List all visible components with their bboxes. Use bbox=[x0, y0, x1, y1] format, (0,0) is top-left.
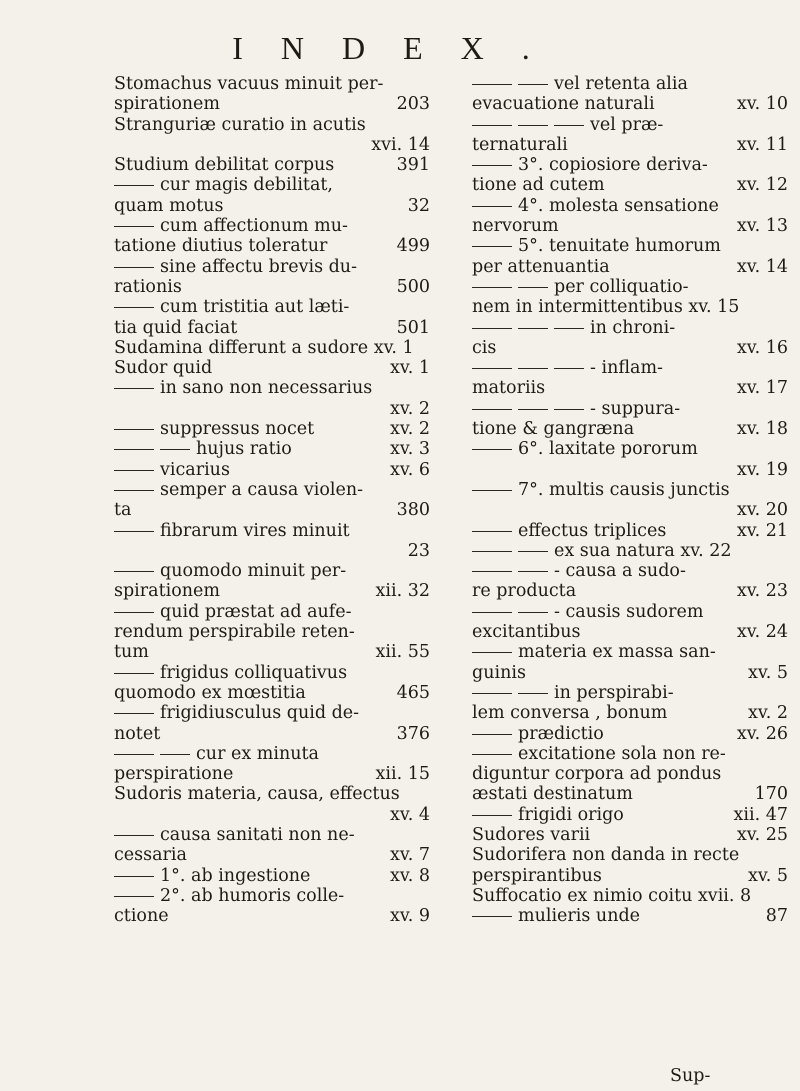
index-entry bbox=[472, 277, 790, 297]
index-entry bbox=[472, 419, 790, 439]
entry-text: excitantibus bbox=[472, 622, 581, 643]
repeat-dash bbox=[554, 125, 584, 126]
page-header: INDEX. bbox=[232, 30, 568, 66]
index-entry bbox=[114, 805, 432, 825]
index-entry bbox=[114, 602, 432, 622]
index-entry bbox=[114, 277, 432, 297]
index-entry bbox=[114, 216, 432, 236]
entry-reference: xii. 32 bbox=[375, 581, 430, 602]
repeat-dash bbox=[472, 652, 512, 653]
repeat-dash bbox=[472, 531, 512, 532]
index-entry bbox=[472, 784, 790, 804]
repeat-dash bbox=[472, 206, 512, 207]
index-entry bbox=[114, 642, 432, 662]
repeat-dash bbox=[472, 551, 512, 552]
entry-reference: xii. 47 bbox=[733, 804, 788, 825]
entry-text: frigidiusculus quid de- bbox=[160, 703, 360, 724]
entry-reference: 380 bbox=[396, 500, 430, 521]
entry-text: quam motus bbox=[114, 195, 224, 216]
entry-text: perspiratione bbox=[114, 764, 234, 785]
entry-text: tione ad cutem bbox=[472, 175, 605, 196]
entry-reference: xv. 12 bbox=[736, 175, 788, 196]
entry-text: per attenuantia bbox=[472, 256, 610, 277]
repeat-dash bbox=[114, 713, 154, 714]
entry-text: cum affectionum mu- bbox=[160, 216, 348, 237]
entry-text: Suffocatio ex nimio coitu xvii. 8 bbox=[472, 885, 752, 906]
entry-reference: 376 bbox=[396, 723, 430, 744]
entry-text: ta bbox=[114, 500, 132, 521]
entry-text: ternaturali bbox=[472, 134, 568, 155]
index-entry bbox=[114, 297, 432, 317]
entry-text: 4°. molesta sensatione bbox=[518, 195, 719, 216]
entry-reference: 465 bbox=[396, 682, 430, 703]
entry-text: semper a causa violen- bbox=[160, 479, 364, 500]
entry-reference: xv. 5 bbox=[748, 865, 788, 886]
index-entry bbox=[114, 906, 432, 926]
index-entry bbox=[472, 115, 790, 135]
entry-reference: xv. 7 bbox=[390, 845, 430, 866]
entry-reference: 170 bbox=[754, 784, 788, 805]
entry-text: frigidi origo bbox=[518, 804, 624, 825]
entry-text: Stomachus vacuus minuit per- bbox=[114, 74, 384, 94]
entry-text: cum tristitia aut læti- bbox=[160, 297, 350, 318]
index-entry bbox=[114, 581, 432, 601]
index-entry bbox=[114, 196, 432, 216]
entry-text: quid præstat ad aufe- bbox=[160, 601, 352, 622]
entry-text: 2°. ab humoris colle- bbox=[160, 885, 345, 906]
repeat-dash bbox=[114, 896, 154, 897]
index-entry bbox=[114, 500, 432, 520]
entry-reference: xv. 17 bbox=[736, 378, 788, 399]
entry-text: Stranguriæ curatio in acutis bbox=[114, 114, 366, 135]
entry-text: - causa a sudo- bbox=[554, 561, 686, 582]
entry-text: effectus triplices bbox=[518, 520, 667, 541]
entry-reference: xii. 55 bbox=[375, 642, 430, 663]
entry-text: lem conversa , bonum bbox=[472, 703, 668, 724]
index-entry bbox=[114, 257, 432, 277]
index-entry bbox=[114, 439, 432, 459]
index-entry bbox=[114, 744, 432, 764]
repeat-dash bbox=[518, 368, 548, 369]
index-entry bbox=[114, 378, 432, 398]
repeat-dash bbox=[518, 84, 548, 85]
entry-text: ex sua natura xv. 22 bbox=[554, 540, 732, 561]
repeat-dash bbox=[114, 531, 154, 532]
index-entry bbox=[472, 703, 790, 723]
index-entry bbox=[114, 886, 432, 906]
index-entry bbox=[472, 886, 790, 906]
repeat-dash bbox=[114, 388, 154, 389]
entry-text: - causis sudorem bbox=[554, 601, 704, 622]
index-entry bbox=[114, 175, 432, 195]
index-entry bbox=[114, 460, 432, 480]
entry-text: evacuatione naturali bbox=[472, 94, 655, 115]
entry-reference: xii. 15 bbox=[375, 764, 430, 785]
entry-reference: xv. 8 bbox=[390, 865, 430, 886]
entry-reference: 499 bbox=[396, 236, 430, 257]
repeat-dash bbox=[114, 612, 154, 613]
index-entry bbox=[114, 764, 432, 784]
entry-text: 1°. ab ingestione bbox=[160, 865, 311, 886]
repeat-dash bbox=[114, 429, 154, 430]
entry-text: æstati destinatum bbox=[472, 784, 633, 805]
entry-reference: 32 bbox=[407, 195, 430, 216]
index-entry bbox=[114, 236, 432, 256]
entry-text: vicarius bbox=[160, 459, 230, 480]
index-entry bbox=[472, 236, 790, 256]
repeat-dash bbox=[518, 551, 548, 552]
entry-reference: 203 bbox=[396, 94, 430, 115]
entry-reference: xv. 2 bbox=[390, 398, 430, 419]
repeat-dash bbox=[554, 368, 584, 369]
catchword: Sup- bbox=[670, 1066, 711, 1086]
entry-reference: xv. 5 bbox=[748, 662, 788, 683]
entry-reference: xvi. 14 bbox=[371, 134, 430, 155]
index-entry bbox=[114, 399, 432, 419]
index-entry bbox=[472, 94, 790, 114]
index-entry bbox=[472, 297, 790, 317]
repeat-dash bbox=[518, 125, 548, 126]
entry-text: nervorum bbox=[472, 216, 559, 237]
repeat-dash bbox=[114, 185, 154, 186]
repeat-dash bbox=[472, 612, 512, 613]
index-entry bbox=[472, 460, 790, 480]
index-entry bbox=[472, 805, 790, 825]
entry-reference: 391 bbox=[396, 155, 430, 176]
entry-reference: xv. 25 bbox=[736, 824, 788, 845]
entry-text: Sudores varii bbox=[472, 824, 591, 845]
index-entry bbox=[472, 175, 790, 195]
entry-text: in perspirabi- bbox=[554, 682, 674, 703]
entry-reference: xv. 11 bbox=[736, 134, 788, 155]
entry-text: 5°. tenuitate humorum bbox=[518, 236, 721, 257]
repeat-dash bbox=[518, 693, 548, 694]
index-entry bbox=[472, 74, 790, 94]
index-entry bbox=[472, 480, 790, 500]
entry-text: cur ex minuta bbox=[196, 743, 319, 764]
entry-text: cessaria bbox=[114, 845, 187, 866]
index-entry bbox=[472, 845, 790, 865]
entry-reference: xv. 23 bbox=[736, 581, 788, 602]
repeat-dash bbox=[160, 449, 190, 450]
entry-reference: 500 bbox=[396, 276, 430, 297]
entry-text: excitatione sola non re- bbox=[518, 743, 726, 764]
entry-reference: 23 bbox=[407, 540, 430, 561]
index-entry bbox=[472, 216, 790, 236]
index-entry bbox=[114, 724, 432, 744]
entry-text: ctione bbox=[114, 906, 169, 927]
repeat-dash bbox=[114, 267, 154, 268]
index-entry bbox=[114, 703, 432, 723]
repeat-dash bbox=[518, 409, 548, 410]
index-entry bbox=[114, 358, 432, 378]
repeat-dash bbox=[472, 287, 512, 288]
index-entry bbox=[114, 561, 432, 581]
index-entry bbox=[114, 866, 432, 886]
entry-reference: xv. 6 bbox=[390, 459, 430, 480]
entry-reference: xv. 4 bbox=[390, 804, 430, 825]
entry-text: tum bbox=[114, 642, 149, 663]
index-entry bbox=[472, 724, 790, 744]
repeat-dash bbox=[472, 571, 512, 572]
entry-text: guinis bbox=[472, 662, 526, 683]
entry-text: Sudor quid bbox=[114, 358, 213, 379]
repeat-dash bbox=[472, 693, 512, 694]
repeat-dash bbox=[114, 876, 154, 877]
entry-text: 6°. laxitate pororum bbox=[518, 439, 698, 460]
entry-reference: xv. 16 bbox=[736, 337, 788, 358]
entry-text: - suppura- bbox=[590, 398, 681, 419]
repeat-dash bbox=[472, 84, 512, 85]
repeat-dash bbox=[114, 673, 154, 674]
entry-text: prædictio bbox=[518, 723, 604, 744]
entry-reference: xv. 26 bbox=[736, 723, 788, 744]
entry-text: tione & gangræna bbox=[472, 419, 635, 440]
index-entry bbox=[114, 622, 432, 642]
entry-reference: 501 bbox=[396, 317, 430, 338]
index-entry bbox=[114, 135, 432, 155]
index-entry bbox=[472, 358, 790, 378]
entry-text: quomodo ex mœstitia bbox=[114, 682, 306, 703]
left-column bbox=[114, 74, 432, 926]
index-entry bbox=[472, 906, 790, 926]
index-entry bbox=[472, 642, 790, 662]
index-entry bbox=[114, 521, 432, 541]
entry-text: 7°. multis causis junctis bbox=[518, 479, 730, 500]
index-entry bbox=[114, 683, 432, 703]
index-entry bbox=[114, 419, 432, 439]
entry-text: diguntur corpora ad pondus bbox=[472, 764, 722, 785]
index-entry bbox=[114, 74, 432, 94]
entry-reference: xv. 24 bbox=[736, 622, 788, 643]
repeat-dash bbox=[472, 125, 512, 126]
index-entry bbox=[472, 581, 790, 601]
entry-text: fibrarum vires minuit bbox=[160, 520, 350, 541]
index-entry bbox=[472, 439, 790, 459]
index-entry bbox=[472, 338, 790, 358]
entry-text: spirationem bbox=[114, 581, 220, 602]
repeat-dash bbox=[518, 328, 548, 329]
repeat-dash bbox=[472, 815, 512, 816]
entry-text: re producta bbox=[472, 581, 577, 602]
entry-text: Sudorifera non danda in recte bbox=[472, 845, 740, 866]
entry-text: - inflam- bbox=[590, 358, 663, 379]
index-entry bbox=[472, 622, 790, 642]
repeat-dash bbox=[472, 449, 512, 450]
entry-text: Sudamina differunt a sudore xv. 1 bbox=[114, 337, 414, 358]
repeat-dash bbox=[114, 754, 154, 755]
repeat-dash bbox=[114, 226, 154, 227]
entry-text: rendum perspirabile reten- bbox=[114, 622, 355, 643]
index-entry bbox=[472, 663, 790, 683]
repeat-dash bbox=[518, 612, 548, 613]
entry-reference: xv. 19 bbox=[736, 459, 788, 480]
index-entry bbox=[114, 541, 432, 561]
repeat-dash bbox=[554, 409, 584, 410]
repeat-dash bbox=[472, 916, 512, 917]
index-entry bbox=[472, 378, 790, 398]
entry-text: spirationem bbox=[114, 94, 220, 115]
entry-reference: xv. 13 bbox=[736, 216, 788, 237]
index-entry bbox=[114, 825, 432, 845]
entry-text: quomodo minuit per- bbox=[160, 561, 347, 582]
index-entry bbox=[114, 338, 432, 358]
index-entry bbox=[114, 155, 432, 175]
entry-reference: xv. 1 bbox=[390, 358, 430, 379]
entry-text: Sudoris materia, causa, effectus bbox=[114, 784, 400, 805]
entry-text: rationis bbox=[114, 276, 182, 297]
entry-text: materia ex massa san- bbox=[518, 642, 716, 663]
repeat-dash bbox=[518, 571, 548, 572]
repeat-dash bbox=[472, 368, 512, 369]
entry-text: in sano non necessarius bbox=[160, 378, 373, 399]
entry-text: cur magis debilitat, bbox=[160, 175, 333, 196]
repeat-dash bbox=[114, 449, 154, 450]
entry-text: in chroni- bbox=[590, 317, 676, 338]
entry-text: cis bbox=[472, 337, 497, 358]
index-entry bbox=[472, 744, 790, 764]
repeat-dash bbox=[472, 490, 512, 491]
entry-reference: xv. 21 bbox=[736, 520, 788, 541]
index-entry bbox=[472, 683, 790, 703]
entry-text: frigidus colliquativus bbox=[160, 662, 348, 683]
index-entry bbox=[114, 115, 432, 135]
index-entry bbox=[114, 480, 432, 500]
entry-text: suppressus nocet bbox=[160, 419, 315, 440]
right-column bbox=[472, 74, 790, 926]
index-entry bbox=[472, 521, 790, 541]
index-entry bbox=[472, 155, 790, 175]
entry-reference: xv. 18 bbox=[736, 419, 788, 440]
repeat-dash bbox=[114, 490, 154, 491]
entry-text: notet bbox=[114, 723, 161, 744]
entry-text: 3°. copiosiore deriva- bbox=[518, 155, 708, 176]
repeat-dash bbox=[472, 165, 512, 166]
index-entry bbox=[472, 399, 790, 419]
entry-text: vel retenta alia bbox=[554, 74, 688, 94]
repeat-dash bbox=[472, 734, 512, 735]
index-entry bbox=[472, 764, 790, 784]
index-entry bbox=[472, 561, 790, 581]
repeat-dash bbox=[472, 328, 512, 329]
entry-text: vel præ- bbox=[590, 114, 664, 135]
entry-reference: xv. 2 bbox=[390, 419, 430, 440]
index-entry bbox=[472, 500, 790, 520]
entry-text: nem in intermittentibus xv. 15 bbox=[472, 297, 740, 318]
repeat-dash bbox=[114, 571, 154, 572]
index-entry bbox=[472, 135, 790, 155]
index-entry bbox=[114, 94, 432, 114]
entry-reference: xv. 14 bbox=[736, 256, 788, 277]
repeat-dash bbox=[518, 287, 548, 288]
entry-text: Studium debilitat corpus bbox=[114, 155, 335, 176]
index-entry bbox=[472, 602, 790, 622]
index-entry bbox=[472, 825, 790, 845]
index-entry bbox=[114, 318, 432, 338]
index-entry bbox=[114, 845, 432, 865]
repeat-dash bbox=[114, 470, 154, 471]
repeat-dash bbox=[160, 754, 190, 755]
entry-reference: xv. 20 bbox=[736, 500, 788, 521]
entry-reference: xv. 10 bbox=[736, 94, 788, 115]
index-entry bbox=[472, 866, 790, 886]
index-entry bbox=[114, 663, 432, 683]
repeat-dash bbox=[472, 246, 512, 247]
index-entry bbox=[472, 196, 790, 216]
entry-text: causa sanitati non ne- bbox=[160, 824, 355, 845]
entry-text: mulieris unde bbox=[518, 906, 641, 927]
entry-reference: xv. 3 bbox=[390, 439, 430, 460]
repeat-dash bbox=[114, 307, 154, 308]
repeat-dash bbox=[472, 409, 512, 410]
index-entry bbox=[472, 257, 790, 277]
repeat-dash bbox=[114, 835, 154, 836]
entry-reference: xv. 2 bbox=[748, 703, 788, 724]
repeat-dash bbox=[554, 328, 584, 329]
entry-text: sine affectu brevis du- bbox=[160, 256, 357, 277]
entry-text: per colliquatio- bbox=[554, 276, 689, 297]
entry-text: tia quid faciat bbox=[114, 317, 238, 338]
index-entry bbox=[472, 541, 790, 561]
entry-reference: xv. 9 bbox=[390, 906, 430, 927]
entry-text: hujus ratio bbox=[196, 439, 292, 460]
entry-text: tatione diutius toleratur bbox=[114, 236, 328, 257]
entry-reference: 87 bbox=[765, 906, 788, 927]
repeat-dash bbox=[472, 754, 512, 755]
index-entry bbox=[472, 318, 790, 338]
index-entry bbox=[114, 784, 432, 804]
entry-text: matoriis bbox=[472, 378, 546, 399]
entry-text: perspirantibus bbox=[472, 865, 602, 886]
